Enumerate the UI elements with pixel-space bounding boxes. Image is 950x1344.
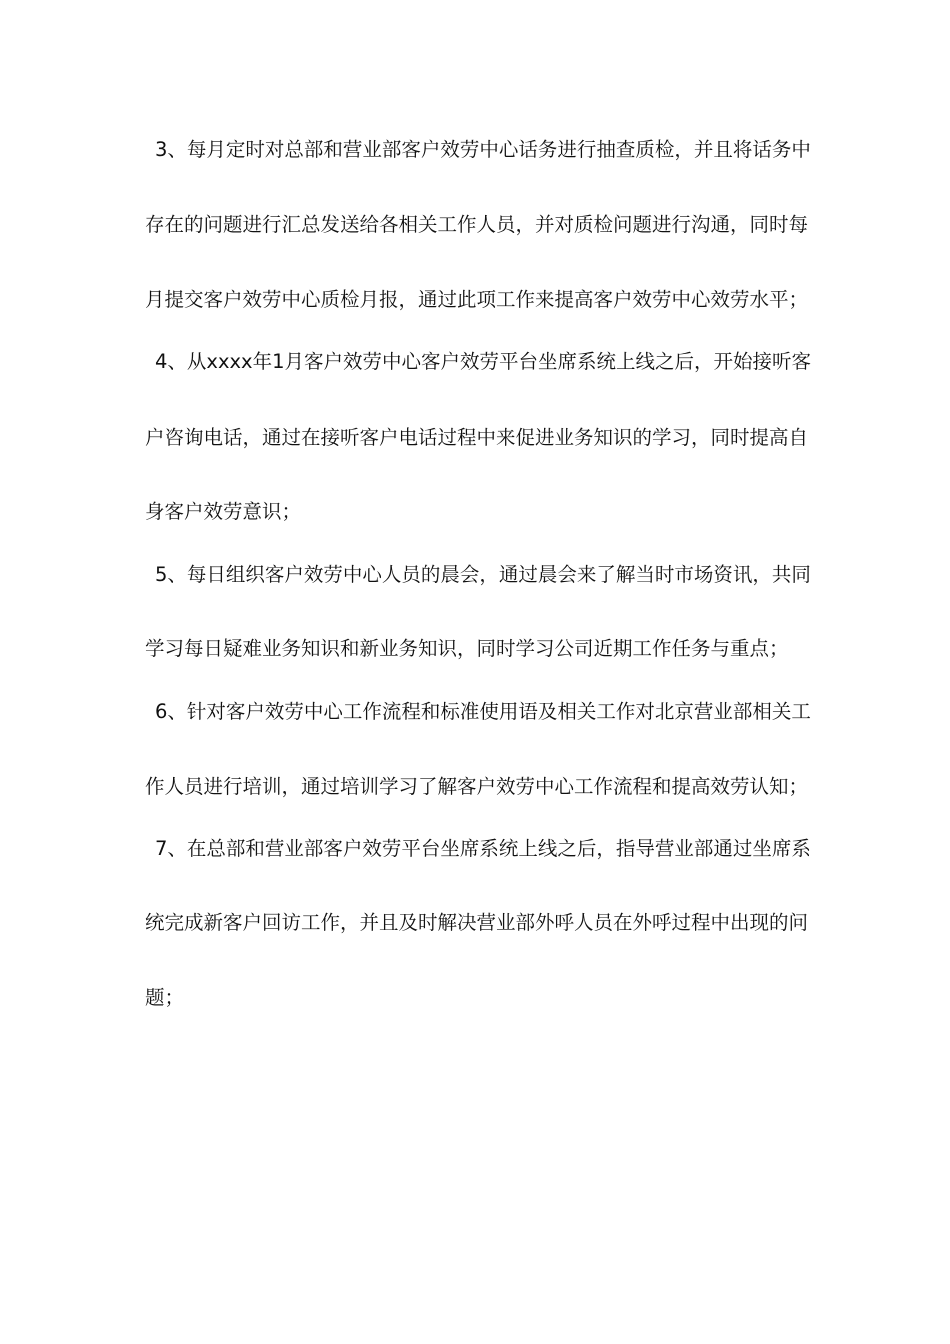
item-7-line-1: 7、在总部和营业部客户效劳平台坐席系统上线之后，指导营业部通过坐席系 [155, 837, 811, 860]
item-4-line-1: 4、从xxxx年1月客户效劳中心客户效劳平台坐席系统上线之后，开始接听客 [155, 350, 811, 373]
item-3-line-1: 3、每月定时对总部和营业部客户效劳中心话务进行抽查质检，并且将话务中 [155, 138, 811, 161]
item-4-line-2: 户咨询电话，通过在接听客户电话过程中来促进业务知识的学习，同时提高自 [145, 426, 809, 449]
item-5-line-1: 5、每日组织客户效劳中心人员的晨会，通过晨会来了解当时市场资讯，共同 [155, 563, 811, 586]
item-3-line-2: 存在的问题进行汇总发送给各相关工作人员，并对质检问题进行沟通，同时每 [145, 213, 809, 236]
item-6-line-2: 作人员进行培训，通过培训学习了解客户效劳中心工作流程和提高效劳认知； [145, 775, 809, 798]
item-3-line-3: 月提交客户效劳中心质检月报，通过此项工作来提高客户效劳中心效劳水平； [145, 288, 809, 311]
item-7-line-3: 题； [145, 986, 185, 1009]
item-6-line-1: 6、针对客户效劳中心工作流程和标准使用语及相关工作对北京营业部相关工 [155, 700, 811, 723]
item-4-line-3: 身客户效劳意识； [145, 500, 302, 523]
item-7-line-2: 统完成新客户回访工作，并且及时解决营业部外呼人员在外呼过程中出现的问 [145, 911, 809, 934]
item-5-line-2: 学习每日疑难业务知识和新业务知识，同时学习公司近期工作任务与重点； [145, 637, 789, 660]
